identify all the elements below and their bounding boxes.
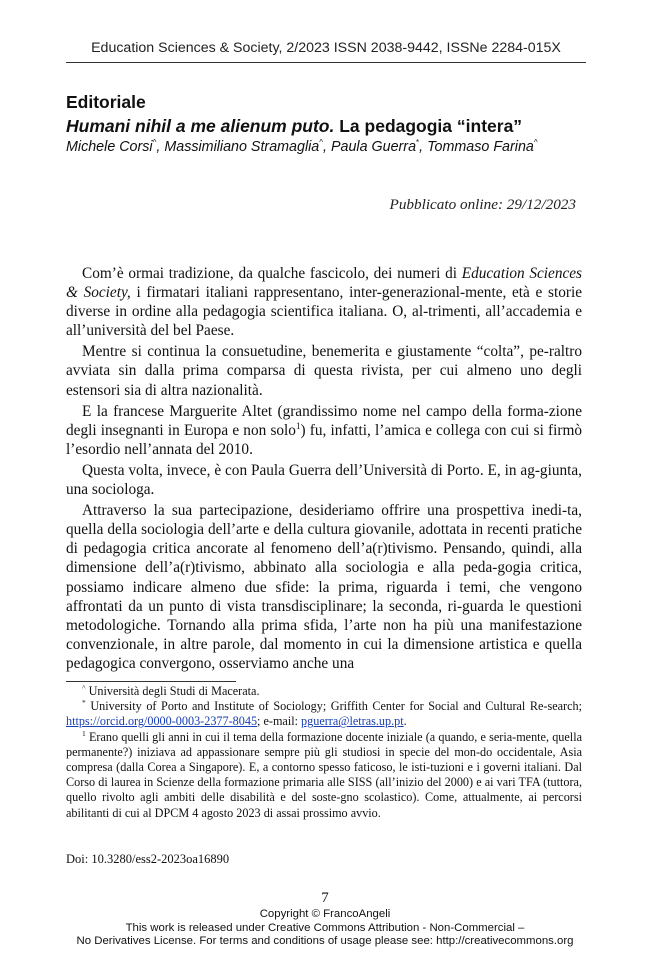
author-name: Paula Guerra xyxy=(330,138,417,155)
journal-name: Education Sciences & Society, xyxy=(66,265,583,302)
section-label: Editoriale xyxy=(66,92,146,112)
author-name: Massimiliano Stramaglia xyxy=(164,138,320,155)
author-separator: , xyxy=(156,138,165,155)
footnote-text: . xyxy=(403,714,407,729)
paragraph-text: ) fu, infatti, l’amica e collega con cui si firmò l’esordio nell’annata del 2010. xyxy=(66,421,583,458)
author-affiliation-mark: * xyxy=(416,138,420,147)
author-affiliation-mark: ^ xyxy=(152,138,157,147)
body-paragraph: Mentre si continua la consuetudine, benemerita e giustamente “colta”, pe-raltro avviata sin dalla prima comparsa di questa rivista, per cui almeno uno degli estensori sia di altra nazionalità. xyxy=(66,343,582,399)
title-rest: La pedagogia “intera” xyxy=(334,116,523,136)
footnote-affiliation xyxy=(66,684,582,699)
email-link[interactable]: pguerra@letras.up.pt xyxy=(301,714,404,729)
article-body xyxy=(66,264,582,673)
footnote-ref[interactable]: 1 xyxy=(295,420,301,431)
footnote-text: Università degli Studi di Macerata. xyxy=(85,684,260,698)
body-paragraph xyxy=(66,402,582,459)
author-affiliation-mark: ^ xyxy=(319,138,324,147)
footnote-mark: ^ xyxy=(82,682,86,692)
footnote-text: Erano quelli gli anni in cui il tema della formazione docente iniziale (a quando, e seria-mente, quella permanente?) iniziava ad appassionare sempre più gli studiosi in specie del mon-do occidentale, Asia compresa (dalla Corea a Singapore). E, a contorno spesso faticoso, le isti-tuzioni e i governi italiani. Dal Corso di laurea in Scienze della formazione primaria alle SISS (all’inizio del 2000) e ai vari TFA (tuttora, quello rivolto agli ambiti delle disabilità e del soste-gno scolastico). Come, attualmente, ai percorsi abilitanti di cui al DPCM 4 agosto 2023 di assai prossimo avvio. xyxy=(66,729,582,820)
license-line: This work is released under Creative Commons Attribution - Non-Commercial – xyxy=(125,921,525,934)
footnote-rule xyxy=(66,681,236,682)
copyright-line: Copyright © FrancoAngeli xyxy=(259,908,391,920)
footnote-text: University of Porto and Institute of Sociology; Griffith Center for Social and Cultural Re-search; xyxy=(85,699,582,714)
license-line: No Derivatives License. For terms and conditions of usage please see: http://creativecommons.org xyxy=(76,935,574,948)
footnotes xyxy=(66,684,582,821)
author-name: Michele Corsi xyxy=(66,138,153,155)
orcid-link[interactable]: https://orcid.org/0000-0003-2377-8045 xyxy=(66,714,258,729)
header-rule xyxy=(66,62,586,63)
paragraph-text: E la francese Marguerite Altet (grandissimo nome nel campo della forma-zione degli insegnanti in Europa e non solo xyxy=(66,402,582,439)
footnote-text: ; e-mail: xyxy=(257,714,302,729)
page-number: 7 xyxy=(321,890,329,906)
body-paragraph: Questa volta, invece, è con Paula Guerra dell’Università di Porto. E, in ag-giunta, una sociologa. xyxy=(66,461,582,499)
body-paragraph: Attraverso la sua partecipazione, desideriamo offrire una prospettiva inedi-ta, quella della sociologia dell’arte e della cultura giovanile, adottata in recenti pratiche di pedagogia critica ancorate al fenomeno dell’a(r)tivismo. Pensando, quindi, alla dimensione dell’a(r)tivismo, abbinato alla sociologia e alla peda-gogia critica, possiamo indicare almeno due sfide: la prima, riguarda i temi, che vengono affrontati da un punto di vista transdisciplinare; la seconda, ri-guarda le questioni metodologiche. Tornando alla prima sfida, l’arte non ha più una manifestazione convenzionale, in altre parole, dal momento in cui la dimensione artistica e quella pedagogica convergono, osserviamo anche una xyxy=(66,502,582,672)
title-italic: Humani nihil a me alienum puto. xyxy=(66,116,335,136)
author-list xyxy=(66,138,538,155)
author-affiliation-mark: ^ xyxy=(533,138,538,147)
author-separator: , xyxy=(419,138,428,155)
body-paragraph xyxy=(66,264,582,340)
footnote xyxy=(66,730,582,821)
paragraph-text: Com’è ormai tradizione, da qualche fascicolo, dei numeri di xyxy=(82,265,462,282)
author-separator: , xyxy=(323,138,331,155)
paragraph-text: i firmatari italiani rappresentano, inter-generazional-mente, età e storie diverse in ordine alla pedagogia scientifica italiana. O, al-trimenti, all’accademia e all’università del bel Paese. xyxy=(66,284,582,340)
author-name: Tommaso Farina xyxy=(427,138,534,155)
running-head: Education Sciences & Society, 2/2023 ISSN 2038-9442, ISSNe 2284-015X xyxy=(91,40,561,56)
article-title xyxy=(66,116,522,137)
footnote-affiliation xyxy=(66,699,582,729)
footnote-mark: * xyxy=(82,698,86,708)
license-footer xyxy=(0,908,650,949)
footnote-mark: 1 xyxy=(82,728,86,738)
publication-date: Pubblicato online: 29/12/2023 xyxy=(389,196,576,213)
doi: Doi: 10.3280/ess2-2023oa16890 xyxy=(66,852,230,866)
